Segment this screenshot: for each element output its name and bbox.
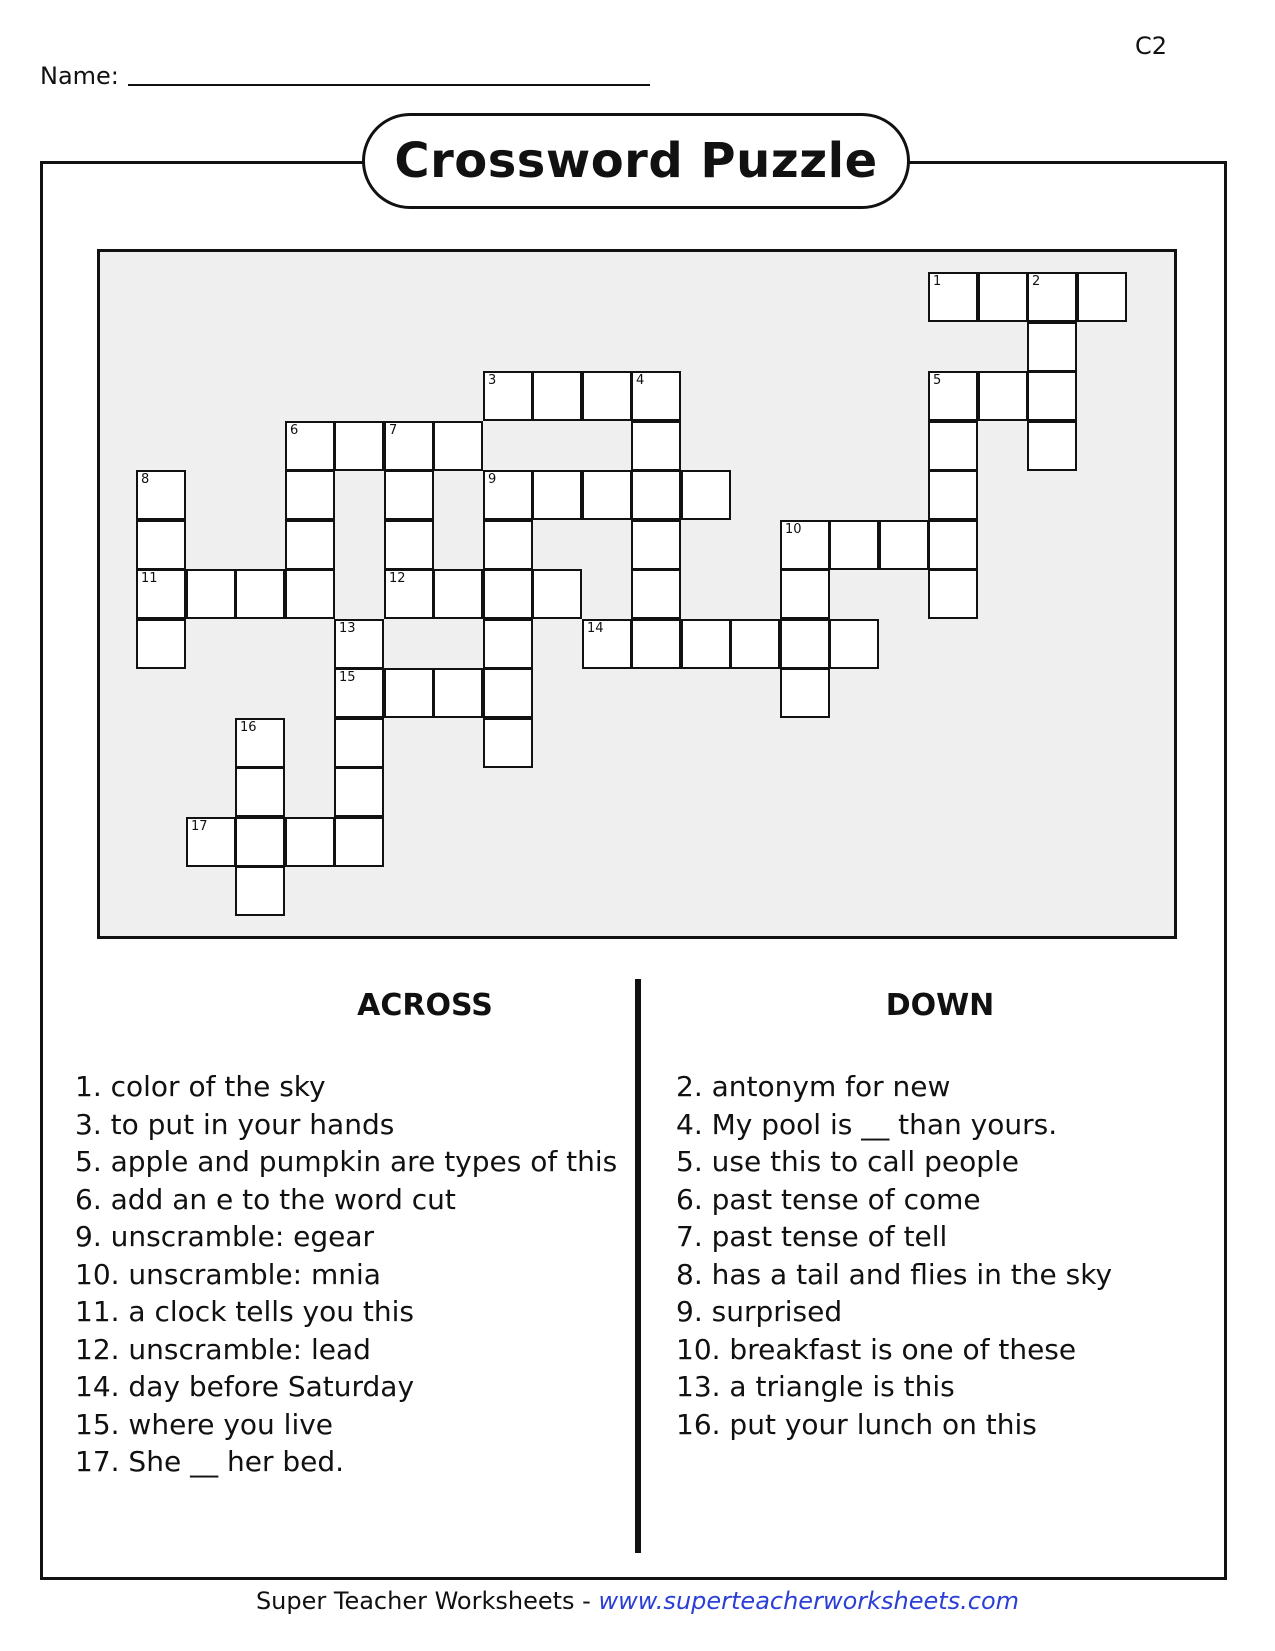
name-field[interactable] [128,84,650,86]
grid-cell[interactable] [483,718,533,768]
clue-number: 12 [389,571,406,586]
clue-item: 6. past tense of come [676,1182,981,1216]
grid-cell[interactable] [1027,371,1077,421]
grid-cell[interactable] [582,371,632,421]
across-clues [75,1068,617,1481]
grid-cell[interactable] [1027,322,1077,372]
clue-item: 2. antonym for new [676,1070,951,1103]
grid-cell[interactable] [483,520,533,570]
clue-number: 9 [488,472,497,487]
grid-cell[interactable] [631,520,681,570]
name-label: Name: [40,62,119,90]
grid-cell[interactable] [136,470,186,520]
grid-cell[interactable] [483,619,533,669]
across-heading: ACROSS [357,988,493,1023]
clue-item: 9. unscramble: egear [75,1220,375,1253]
grid-cell[interactable] [334,767,384,817]
grid-cell[interactable] [483,668,533,718]
grid-cell[interactable] [136,569,186,619]
grid-cell[interactable] [681,619,731,669]
grid-cell[interactable] [483,371,533,421]
grid-cell[interactable] [730,619,780,669]
grid-cell[interactable] [582,470,632,520]
footer [0,1587,1275,1615]
grid-cell[interactable] [631,619,681,669]
title-banner [362,113,910,209]
clue-number: 15 [339,670,356,685]
clue-number: 16 [240,720,257,735]
page-title: Crossword Puzzle [394,133,878,189]
grid-cell[interactable] [136,619,186,669]
grid-cell[interactable] [532,470,582,520]
grid-cell[interactable] [829,520,879,570]
clue-item: 15. where you live [75,1407,334,1441]
grid-cell[interactable] [433,668,483,718]
grid-cell[interactable] [285,569,335,619]
grid-cell[interactable] [532,371,582,421]
clue-number: 4 [636,373,645,388]
grid-cell[interactable] [186,817,236,867]
grid-cell[interactable] [384,421,434,471]
down-clues [676,1068,1112,1443]
grid-cell[interactable] [334,619,384,669]
clue-number: 10 [785,522,802,537]
grid-cell[interactable] [235,569,285,619]
clue-item: 14. day before Saturday [75,1370,415,1403]
clue-number: 8 [141,472,150,487]
grid-cell[interactable] [928,272,978,322]
grid-cell[interactable] [532,569,582,619]
grid-cell[interactable] [483,569,533,619]
grid-cell[interactable] [681,470,731,520]
grid-cell[interactable] [285,520,335,570]
clue-number: 1 [933,274,942,289]
grid-cell[interactable] [928,520,978,570]
clue-number: 11 [141,571,158,586]
grid-cell[interactable] [780,619,830,669]
grid-cell[interactable] [879,520,929,570]
grid-cell[interactable] [285,470,335,520]
grid-cell[interactable] [582,619,632,669]
clue-number: 7 [389,423,398,438]
clue-number: 13 [339,621,356,636]
clue-number: 17 [191,819,208,834]
clue-number: 14 [587,621,604,636]
column-divider [635,979,641,1553]
grid-cell[interactable] [1027,421,1077,471]
grid-cell[interactable] [928,470,978,520]
grid-cell[interactable] [235,866,285,916]
grid-cell[interactable] [978,272,1028,322]
grid-cell[interactable] [334,421,384,471]
clue-item: 3. to put in your hands [75,1107,395,1141]
grid-cell[interactable] [928,569,978,619]
grid-cell[interactable] [829,619,879,669]
grid-cell[interactable] [1027,272,1077,322]
grid-cell[interactable] [186,569,236,619]
grid-cell[interactable] [334,668,384,718]
grid-cell[interactable] [136,520,186,570]
grid-cell[interactable] [780,668,830,718]
grid-cell[interactable] [384,470,434,520]
grid-cell[interactable] [631,569,681,619]
grid-cell[interactable] [384,569,434,619]
clue-item: 6. add an e to the word cut [75,1182,456,1216]
grid-cell[interactable] [928,371,978,421]
clue-item: 12. unscramble: lead [75,1332,371,1366]
grid-cell[interactable] [631,470,681,520]
grid-cell[interactable] [235,767,285,817]
grid-cell[interactable] [334,817,384,867]
clue-item: 17. She __ her bed. [75,1445,345,1478]
footer-link[interactable]: www.superteacherworksheets.com [598,1587,1020,1615]
grid-cell[interactable] [433,569,483,619]
clue-item: 5. apple and pumpkin are types of this [75,1145,618,1178]
grid-cell[interactable] [384,668,434,718]
crossword-grid [97,249,1177,939]
grid-cell[interactable] [334,718,384,768]
clue-item: 9. surprised [676,1295,843,1328]
clue-item: 10. breakfast is one of these [676,1332,1077,1366]
grid-cell[interactable] [780,569,830,619]
grid-cell[interactable] [384,520,434,570]
clue-item: 11. a clock tells you this [75,1295,414,1328]
clue-item: 5. use this to call people [676,1145,1019,1178]
grid-cell[interactable] [285,817,335,867]
grid-cell[interactable] [433,421,483,471]
clue-item: 8. has a tail and flies in the sky [676,1257,1113,1291]
clue-item: 1. color of the sky [75,1070,326,1103]
page-code: C2 [1134,32,1167,60]
down-heading: DOWN [885,988,995,1023]
clue-item: 13. a triangle is this [676,1370,955,1403]
clue-number: 5 [933,373,942,388]
grid-cell[interactable] [235,718,285,768]
grid-cell[interactable] [978,371,1028,421]
grid-cell[interactable] [235,817,285,867]
clue-item: 10. unscramble: mnia [75,1257,381,1291]
clue-item: 16. put your lunch on this [676,1407,1037,1441]
clue-number: 6 [290,423,299,438]
grid-cell[interactable] [631,371,681,421]
clue-item: 7. past tense of tell [676,1220,948,1253]
clue-number: 3 [488,373,497,388]
grid-cell[interactable] [780,520,830,570]
grid-cell[interactable] [631,421,681,471]
grid-cell[interactable] [1077,272,1127,322]
grid-cell[interactable] [483,470,533,520]
footer-text: Super Teacher Worksheets - [255,1587,599,1615]
grid-cell[interactable] [285,421,335,471]
grid-cell[interactable] [928,421,978,471]
clue-item: 4. My pool is __ than yours. [676,1107,1058,1141]
clue-number: 2 [1032,274,1041,289]
